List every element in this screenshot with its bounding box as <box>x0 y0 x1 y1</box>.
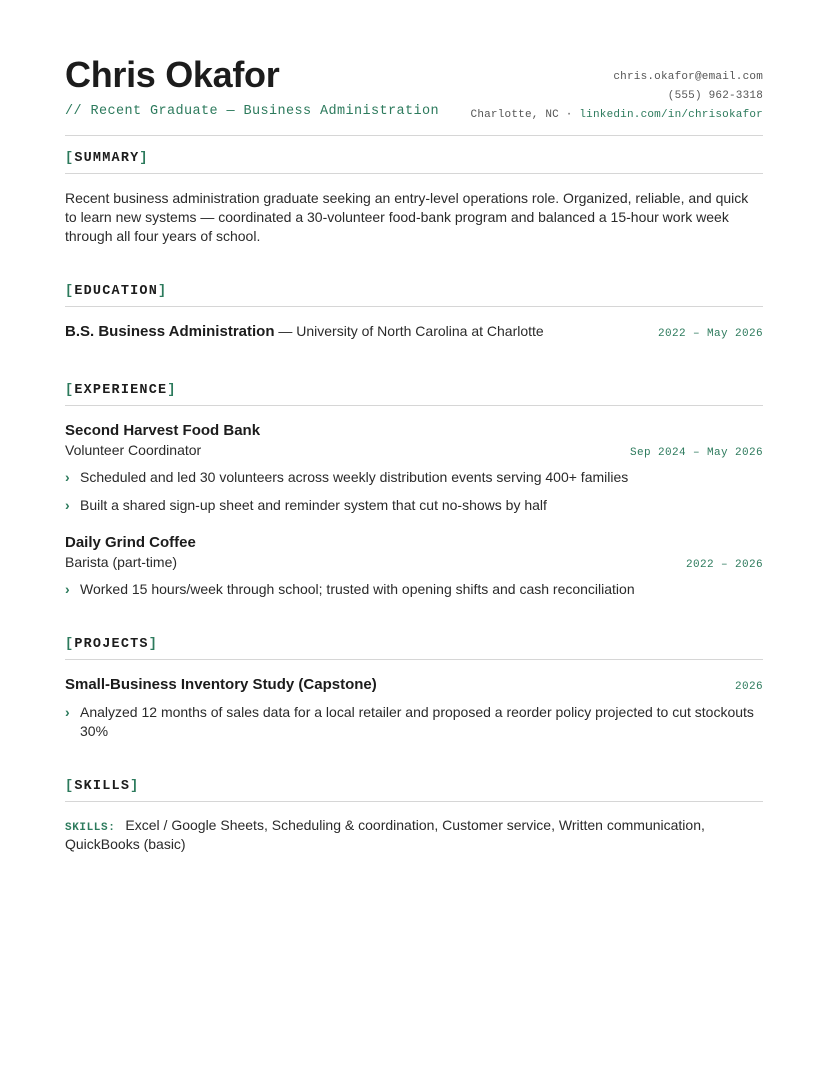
skills-label: SKILLS: <box>65 822 116 834</box>
skills-text: Excel / Google Sheets, Scheduling & coordination, Customer service, Written communication, QuickBooks (basic) <box>65 817 705 852</box>
section-projects <box>65 637 763 741</box>
project-entry <box>65 675 763 741</box>
section-title-summary <box>65 151 763 174</box>
bullet-item <box>65 703 763 741</box>
role-row <box>65 554 763 571</box>
bullet-text: Worked 15 hours/week through school; trusted with opening shifts and cash reconciliation <box>80 581 635 597</box>
section-title-skills <box>65 779 763 802</box>
education-entry <box>65 323 763 341</box>
bracket-close: ] <box>158 284 168 299</box>
job-dates: 2022 – 2026 <box>685 559 763 571</box>
employer-name: Second Harvest Food Bank <box>65 422 261 439</box>
phone-number: (555) 962-3318 <box>667 90 763 102</box>
section-label: PROJECTS <box>74 637 149 652</box>
chevron-right-icon: › <box>65 469 70 485</box>
education-dates: 2022 – May 2026 <box>657 328 763 340</box>
summary-text: Recent business administration graduate seeking an entry-level operations role. Organized, reliable, and quick to learn new systems — coordinated a 30-volunteer food-bank program and balanced a 15-hour work week through all four years of school. <box>65 190 749 244</box>
job-role: Volunteer Coordinator <box>65 442 202 458</box>
section-education <box>65 284 763 341</box>
email-address[interactable]: chris.okafor@email.com <box>613 71 763 83</box>
experience-entry <box>65 533 763 599</box>
section-title-experience <box>65 383 763 406</box>
resume-header <box>65 0 763 136</box>
section-label: EDUCATION <box>74 284 159 299</box>
role-row <box>65 442 763 459</box>
job-role: Barista (part-time) <box>65 554 178 570</box>
chevron-right-icon: › <box>65 497 70 513</box>
section-label: SKILLS <box>74 779 131 794</box>
bullet-text: Scheduled and led 30 volunteers across weekly distribution events serving 400+ families <box>80 469 629 485</box>
location: Charlotte, NC <box>470 109 559 121</box>
experience-entry <box>65 421 763 515</box>
project-title: Small-Business Inventory Study (Capstone) <box>65 676 377 693</box>
project-heading-row <box>65 675 763 694</box>
project-dates: 2026 <box>734 681 763 693</box>
headline-tagline: // Recent Graduate — Business Administration <box>65 104 440 119</box>
bracket-close: ] <box>167 383 177 398</box>
dash: — <box>274 323 297 339</box>
skills-line <box>65 817 763 852</box>
contact-block <box>471 68 763 125</box>
bullet-item <box>65 496 763 515</box>
bullet-list <box>65 703 763 741</box>
bracket-open: [ <box>65 779 75 794</box>
chevron-right-icon: › <box>65 581 70 597</box>
bracket-open: [ <box>65 637 75 652</box>
education-heading <box>65 323 544 341</box>
candidate-name: Chris Okafor <box>65 54 280 95</box>
bullet-item <box>65 580 763 599</box>
bullet-item <box>65 468 763 487</box>
bracket-open: [ <box>65 383 75 398</box>
bullet-list <box>65 468 763 515</box>
location-line <box>471 106 763 125</box>
contact-separator: · <box>558 109 580 121</box>
bracket-close: ] <box>130 779 140 794</box>
linkedin-link[interactable]: linkedin.com/in/chrisokafor <box>579 109 763 121</box>
bullet-list <box>65 580 763 599</box>
school: University of North Carolina at Charlotte <box>296 323 544 339</box>
bracket-close: ] <box>139 151 149 166</box>
section-skills <box>65 779 763 852</box>
degree: B.S. Business Administration <box>65 323 275 340</box>
section-experience <box>65 383 763 599</box>
bracket-open: [ <box>65 151 75 166</box>
section-label: SUMMARY <box>74 151 140 166</box>
bracket-close: ] <box>148 637 159 652</box>
section-title-projects <box>65 637 763 660</box>
section-label: EXPERIENCE <box>74 383 168 398</box>
bracket-open: [ <box>65 284 75 299</box>
bullet-text: Built a shared sign-up sheet and reminder system that cut no-shows by half <box>80 497 547 513</box>
chevron-right-icon: › <box>65 704 70 720</box>
section-title-education <box>65 284 763 307</box>
bullet-text: Analyzed 12 months of sales data for a local retailer and proposed a reorder policy projected to cut stockouts 30% <box>80 704 754 739</box>
employer-name: Daily Grind Coffee <box>65 534 196 551</box>
job-dates: Sep 2024 – May 2026 <box>629 447 763 459</box>
